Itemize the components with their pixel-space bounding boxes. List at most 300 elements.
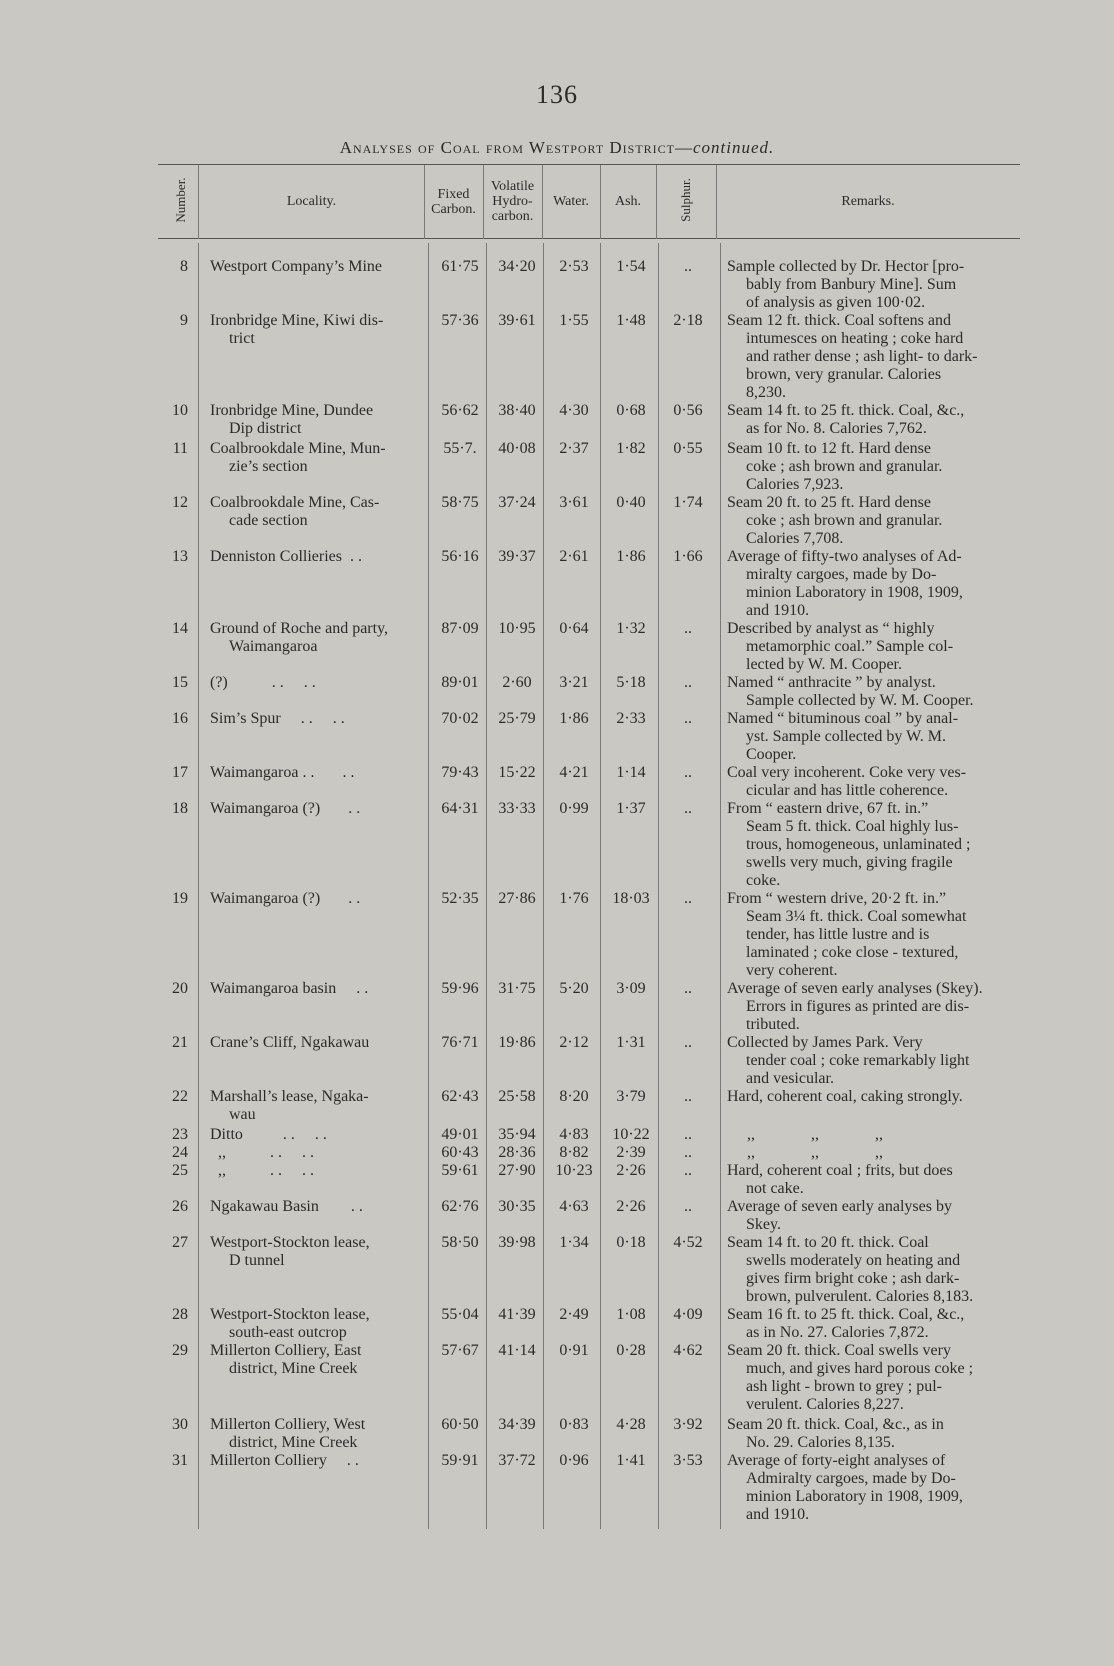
- row-locality: [210, 312, 422, 348]
- row-remarks: [727, 258, 1027, 312]
- column-divider: [486, 243, 487, 1529]
- remarks-line: tender, has little lustre and is: [746, 926, 930, 943]
- row-ash: 0·18: [616, 1234, 646, 1251]
- remarks-line: trous, homogeneous, unlaminated ;: [746, 836, 971, 853]
- remarks-line: swells moderately on heating and: [746, 1252, 961, 1269]
- row-ash: 0·68: [616, 402, 646, 419]
- row-locality: [210, 1234, 422, 1270]
- remarks-line: lected by W. M. Cooper.: [746, 656, 902, 673]
- row-sulphur: 4·52: [673, 1234, 703, 1251]
- remarks-line: laminated ; coke close - textured,: [746, 944, 959, 961]
- row-fixed-carbon: 52·35: [441, 890, 479, 907]
- header-water: Water.: [553, 194, 589, 209]
- row-remarks: [727, 1126, 1027, 1144]
- locality-line: Millerton Colliery . .: [210, 1452, 359, 1469]
- table-title-main: Analyses of Coal from Westport District—: [339, 138, 694, 157]
- row-water: 8·82: [559, 1144, 589, 1161]
- row-remarks: [727, 890, 1027, 980]
- row-locality: [210, 710, 422, 728]
- row-locality: [210, 402, 422, 438]
- remarks-line: intumesces on heating ; coke hard: [746, 330, 964, 347]
- column-divider: [543, 243, 544, 1529]
- row-water: 4·21: [559, 764, 589, 781]
- row-volatile-hydrocarbon: 35·94: [498, 1126, 536, 1143]
- row-locality: [210, 1162, 422, 1180]
- row-water: 0·96: [559, 1452, 589, 1469]
- row-water: 2·12: [559, 1034, 589, 1051]
- row-ash: 1·86: [616, 548, 646, 565]
- remarks-line: swells very much, giving fragile: [746, 854, 953, 871]
- remarks-line: Average of fifty-two analyses of Ad-: [727, 548, 962, 565]
- row-number: 14: [172, 620, 188, 637]
- remarks-line: tributed.: [746, 1016, 800, 1033]
- page-number: 136: [536, 80, 578, 109]
- row-remarks: [727, 1034, 1027, 1088]
- row-sulphur: 3·92: [673, 1416, 703, 1433]
- column-divider: [658, 243, 659, 1529]
- row-sulphur: ..: [684, 1088, 692, 1105]
- row-fixed-carbon: 58·75: [441, 494, 479, 511]
- row-number: 12: [172, 494, 188, 511]
- row-number: 29: [172, 1342, 188, 1359]
- row-volatile-hydrocarbon: 27·86: [498, 890, 536, 907]
- remarks-line: not cake.: [746, 1180, 804, 1197]
- row-ash: 18·03: [612, 890, 650, 907]
- row-sulphur: ..: [684, 710, 692, 727]
- row-fixed-carbon: 70·02: [441, 710, 479, 727]
- row-water: 8·20: [559, 1088, 589, 1105]
- locality-line: Waimangaroa . . . .: [210, 764, 355, 781]
- header-volatile-line: Volatile: [490, 179, 535, 194]
- row-sulphur: ..: [684, 1144, 692, 1161]
- table-title-continued: continued.: [693, 138, 775, 157]
- row-volatile-hydrocarbon: 30·35: [498, 1198, 536, 1215]
- row-volatile-hydrocarbon: 40·08: [498, 440, 536, 457]
- remarks-line: Seam 5 ft. thick. Coal highly lus-: [746, 818, 959, 835]
- row-sulphur: 0·56: [673, 402, 703, 419]
- row-ash: 4·28: [616, 1416, 646, 1433]
- header-fixed-carbon: [424, 165, 483, 238]
- remarks-line: Seam 20 ft. thick. Coal swells very: [727, 1342, 951, 1359]
- row-fixed-carbon: 55·04: [441, 1306, 479, 1323]
- row-fixed-carbon: 58·50: [441, 1234, 479, 1251]
- locality-line: Ngakawau Basin . .: [210, 1198, 363, 1215]
- row-ash: 1·41: [616, 1452, 646, 1469]
- row-sulphur: ..: [684, 620, 692, 637]
- remarks-line: coke.: [746, 872, 781, 889]
- locality-line: Waimangaroa: [229, 638, 318, 655]
- remarks-line: Admiralty cargoes, made by Do-: [746, 1470, 956, 1487]
- locality-line: Ditto . . . .: [210, 1126, 327, 1143]
- column-divider: [428, 243, 429, 1529]
- row-locality: [210, 1198, 422, 1216]
- remarks-line: miralty cargoes, made by Do-: [746, 566, 937, 583]
- row-locality: [210, 1144, 422, 1162]
- row-remarks: [727, 800, 1027, 890]
- row-volatile-hydrocarbon: 34·39: [498, 1416, 536, 1433]
- row-ash: 1·31: [616, 1034, 646, 1051]
- remarks-line: ,, ,, ,,: [727, 1126, 883, 1143]
- row-remarks: [727, 440, 1027, 494]
- row-number: 26: [172, 1198, 188, 1215]
- row-ash: 2·39: [616, 1144, 646, 1161]
- row-volatile-hydrocarbon: 25·79: [498, 710, 536, 727]
- row-sulphur: 3·53: [673, 1452, 703, 1469]
- row-sulphur: 4·09: [673, 1306, 703, 1323]
- remarks-line: Cooper.: [746, 746, 797, 763]
- locality-line: Ironbridge Mine, Dundee: [210, 402, 374, 419]
- row-fixed-carbon: 62·76: [441, 1198, 479, 1215]
- row-water: 0·83: [559, 1416, 589, 1433]
- row-number: 11: [172, 440, 188, 457]
- locality-line: district, Mine Creek: [229, 1360, 358, 1377]
- row-remarks: [727, 764, 1027, 800]
- row-remarks: [727, 1342, 1027, 1414]
- remarks-line: cicular and has little coherence.: [746, 782, 949, 799]
- row-locality: [210, 1452, 422, 1470]
- row-water: 0·64: [559, 620, 589, 637]
- row-water: 2·49: [559, 1306, 589, 1323]
- locality-line: Coalbrookdale Mine, Mun-: [210, 440, 386, 457]
- row-remarks: [727, 1088, 1027, 1106]
- row-water: 5·20: [559, 980, 589, 997]
- row-sulphur: 4·62: [673, 1342, 703, 1359]
- row-locality: [210, 674, 422, 692]
- row-fixed-carbon: 56·16: [441, 548, 479, 565]
- row-sulphur: ..: [684, 980, 692, 997]
- row-fixed-carbon: 61·75: [441, 258, 479, 275]
- row-ash: 3·79: [616, 1088, 646, 1105]
- row-sulphur: ..: [684, 890, 692, 907]
- row-number: 17: [172, 764, 188, 781]
- row-volatile-hydrocarbon: 10·95: [498, 620, 536, 637]
- locality-line: ,, . . . .: [210, 1144, 314, 1161]
- row-number: 23: [172, 1126, 188, 1143]
- row-ash: 1·54: [616, 258, 646, 275]
- locality-line: Ironbridge Mine, Kiwi dis-: [210, 312, 384, 329]
- row-volatile-hydrocarbon: 34·20: [498, 258, 536, 275]
- row-number: 15: [172, 674, 188, 691]
- row-fixed-carbon: 57·36: [441, 312, 479, 329]
- row-remarks: [727, 402, 1027, 438]
- locality-line: Crane’s Cliff, Ngakawau: [210, 1034, 370, 1051]
- row-remarks: [727, 494, 1027, 548]
- remarks-line: Named “ bituminous coal ” by anal-: [727, 710, 959, 727]
- row-fixed-carbon: 62·43: [441, 1088, 479, 1105]
- remarks-line: gives firm bright coke ; ash dark-: [746, 1270, 960, 1287]
- row-remarks: [727, 1234, 1027, 1306]
- row-ash: 0·28: [616, 1342, 646, 1359]
- row-number: 21: [172, 1034, 188, 1051]
- locality-line: cade section: [229, 512, 308, 529]
- row-fixed-carbon: 49·01: [441, 1126, 479, 1143]
- row-water: 0·91: [559, 1342, 589, 1359]
- header-sulphur: Sulphur.: [678, 178, 693, 222]
- locality-line: Westport-Stockton lease,: [210, 1306, 370, 1323]
- row-number: 18: [172, 800, 188, 817]
- remarks-line: Skey.: [746, 1216, 781, 1233]
- row-remarks: [727, 1306, 1027, 1342]
- column-divider: [600, 243, 601, 1529]
- row-number: 8: [180, 258, 188, 275]
- row-locality: [210, 440, 422, 476]
- remarks-line: and vesicular.: [746, 1070, 834, 1087]
- row-locality: [210, 764, 422, 782]
- remarks-line: Average of forty-eight analyses of: [727, 1452, 946, 1469]
- header-volatile-line: carbon.: [491, 209, 534, 224]
- header-volatile-hydrocarbon: [483, 165, 542, 238]
- remarks-line: minion Laboratory in 1908, 1909,: [746, 584, 963, 601]
- locality-line: Sim’s Spur . . . .: [210, 710, 345, 727]
- row-ash: 1·48: [616, 312, 646, 329]
- row-ash: 3·09: [616, 980, 646, 997]
- remarks-line: ,, ,, ,,: [727, 1144, 883, 1161]
- remarks-line: Sample collected by W. M. Cooper.: [746, 692, 974, 709]
- remarks-line: and 1910.: [746, 1506, 810, 1523]
- row-sulphur: ..: [684, 1198, 692, 1215]
- remarks-line: Hard, coherent coal, caking strongly.: [727, 1088, 963, 1105]
- locality-line: Waimangaroa (?) . .: [210, 890, 361, 907]
- row-ash: 2·26: [616, 1198, 646, 1215]
- locality-line: Waimangaroa basin . .: [210, 980, 369, 997]
- remarks-line: Average of seven early analyses (Skey).: [727, 980, 983, 997]
- remarks-line: Seam 20 ft. to 25 ft. Hard dense: [727, 494, 931, 511]
- row-volatile-hydrocarbon: 38·40: [498, 402, 536, 419]
- row-locality: [210, 1088, 422, 1124]
- row-sulphur: 1·74: [673, 494, 703, 511]
- remarks-line: tender coal ; coke remarkably light: [746, 1052, 970, 1069]
- row-remarks: [727, 1452, 1027, 1524]
- row-number: 30: [172, 1416, 188, 1433]
- remarks-line: Seam 14 ft. to 20 ft. thick. Coal: [727, 1234, 929, 1251]
- row-volatile-hydrocarbon: 33·33: [498, 800, 536, 817]
- row-number: 31: [172, 1452, 188, 1469]
- remarks-line: as in No. 27. Calories 7,872.: [746, 1324, 929, 1341]
- row-locality: [210, 1126, 422, 1144]
- remarks-line: ash light - brown to grey ; pul-: [746, 1378, 942, 1395]
- row-locality: [210, 980, 422, 998]
- locality-line: Westport Company’s Mine: [210, 258, 383, 275]
- row-locality: [210, 1034, 422, 1052]
- header-fixed-carbon-line: Carbon.: [431, 201, 476, 217]
- row-sulphur: ..: [684, 1034, 692, 1051]
- row-fixed-carbon: 55·7.: [443, 440, 477, 457]
- remarks-line: 8,230.: [746, 384, 786, 401]
- row-fixed-carbon: 59·61: [441, 1162, 479, 1179]
- remarks-line: Coal very incoherent. Coke very ves-: [727, 764, 967, 781]
- row-volatile-hydrocarbon: 2·60: [502, 674, 532, 691]
- remarks-line: very coherent.: [746, 962, 838, 979]
- row-locality: [210, 800, 422, 818]
- row-number: 22: [172, 1088, 188, 1105]
- remarks-line: Seam 10 ft. to 12 ft. Hard dense: [727, 440, 931, 457]
- remarks-line: minion Laboratory in 1908, 1909,: [746, 1488, 963, 1505]
- row-fixed-carbon: 57·67: [441, 1342, 479, 1359]
- header-bottom-rule: [158, 238, 1020, 239]
- row-volatile-hydrocarbon: 39·37: [498, 548, 536, 565]
- row-number: 9: [180, 312, 188, 329]
- header-remarks: Remarks.: [841, 194, 895, 209]
- row-fixed-carbon: 76·71: [441, 1034, 479, 1051]
- remarks-line: Seam 20 ft. thick. Coal, &c., as in: [727, 1416, 944, 1433]
- remarks-line: and 1910.: [746, 602, 810, 619]
- table-title: [0, 138, 1114, 158]
- row-sulphur: ..: [684, 1162, 692, 1179]
- row-volatile-hydrocarbon: 39·98: [498, 1234, 536, 1251]
- remarks-line: From “ eastern drive, 67 ft. in.”: [727, 800, 929, 817]
- row-remarks: [727, 1162, 1027, 1198]
- header-fixed-carbon-line: Fixed: [437, 186, 470, 202]
- remarks-line: bably from Banbury Mine]. Sum: [746, 276, 957, 293]
- remarks-line: as for No. 8. Calories 7,762.: [746, 420, 927, 437]
- row-ash: 5·18: [616, 674, 646, 691]
- row-fixed-carbon: 87·09: [441, 620, 479, 637]
- row-water: 0·99: [559, 800, 589, 817]
- row-number: 13: [172, 548, 188, 565]
- locality-line: ,, . . . .: [210, 1162, 314, 1179]
- column-divider: [198, 243, 199, 1529]
- row-water: 4·63: [559, 1198, 589, 1215]
- row-number: 27: [172, 1234, 188, 1251]
- remarks-line: No. 29. Calories 8,135.: [746, 1434, 895, 1451]
- remarks-line: Calories 7,708.: [746, 530, 844, 547]
- row-water: 1·55: [559, 312, 589, 329]
- row-locality: [210, 548, 422, 566]
- row-number: 24: [172, 1144, 188, 1161]
- row-water: 1·34: [559, 1234, 589, 1251]
- remarks-line: brown, pulverulent. Calories 8,183.: [746, 1288, 974, 1305]
- row-sulphur: 0·55: [673, 440, 703, 457]
- remarks-line: metamorphic coal.” Sample col-: [746, 638, 954, 655]
- row-remarks: [727, 1416, 1027, 1452]
- row-volatile-hydrocarbon: 19·86: [498, 1034, 536, 1051]
- header-locality: Locality.: [286, 194, 337, 209]
- row-number: 28: [172, 1306, 188, 1323]
- row-locality: [210, 1342, 422, 1378]
- row-volatile-hydrocarbon: 25·58: [498, 1088, 536, 1105]
- row-number: 25: [172, 1162, 188, 1179]
- remarks-line: Seam 3¼ ft. thick. Coal somewhat: [746, 908, 967, 925]
- locality-line: Ground of Roche and party,: [210, 620, 389, 637]
- row-remarks: [727, 1198, 1027, 1234]
- row-remarks: [727, 1144, 1027, 1162]
- row-water: 3·61: [559, 494, 589, 511]
- row-locality: [210, 494, 422, 530]
- row-sulphur: ..: [684, 800, 692, 817]
- row-volatile-hydrocarbon: 27·90: [498, 1162, 536, 1179]
- row-fixed-carbon: 89·01: [441, 674, 479, 691]
- remarks-line: and rather dense ; ash light- to dark-: [746, 348, 978, 365]
- header-ash: Ash.: [614, 194, 642, 209]
- remarks-line: Described by analyst as “ highly: [727, 620, 935, 637]
- remarks-line: From “ western drive, 20·2 ft. in.”: [727, 890, 947, 907]
- locality-line: (?) . . . .: [210, 674, 316, 691]
- row-ash: 0·40: [616, 494, 646, 511]
- row-ash: 2·26: [616, 1162, 646, 1179]
- row-volatile-hydrocarbon: 15·22: [498, 764, 536, 781]
- row-remarks: [727, 620, 1027, 674]
- remarks-line: coke ; ash brown and granular.: [746, 512, 943, 529]
- row-fixed-carbon: 64·31: [441, 800, 479, 817]
- row-sulphur: ..: [684, 258, 692, 275]
- row-water: 2·61: [559, 548, 589, 565]
- locality-line: wau: [229, 1106, 256, 1123]
- row-water: 2·53: [559, 258, 589, 275]
- locality-line: south-east outcrop: [229, 1324, 347, 1341]
- locality-line: trict: [229, 330, 255, 347]
- remarks-line: Collected by James Park. Very: [727, 1034, 923, 1051]
- locality-line: Millerton Colliery, East: [210, 1342, 362, 1359]
- row-locality: [210, 620, 422, 656]
- locality-line: Millerton Colliery, West: [210, 1416, 366, 1433]
- row-remarks: [727, 548, 1027, 620]
- row-water: 1·76: [559, 890, 589, 907]
- row-water: 4·30: [559, 402, 589, 419]
- locality-line: Coalbrookdale Mine, Cas-: [210, 494, 380, 511]
- row-number: 19: [172, 890, 188, 907]
- row-sulphur: ..: [684, 1126, 692, 1143]
- row-water: 4·83: [559, 1126, 589, 1143]
- locality-line: Marshall’s lease, Ngaka-: [210, 1088, 369, 1105]
- locality-line: district, Mine Creek: [229, 1434, 358, 1451]
- remarks-line: of analysis as given 100·02.: [746, 294, 926, 311]
- row-fixed-carbon: 60·50: [441, 1416, 479, 1433]
- remarks-line: Calories 7,923.: [746, 476, 844, 493]
- row-volatile-hydrocarbon: 41·39: [498, 1306, 536, 1323]
- row-ash: 10·22: [612, 1126, 650, 1143]
- row-water: 10·23: [555, 1162, 593, 1179]
- row-volatile-hydrocarbon: 37·72: [498, 1452, 536, 1469]
- row-ash: 2·33: [616, 710, 646, 727]
- row-ash: 1·32: [616, 620, 646, 637]
- row-remarks: [727, 980, 1027, 1034]
- row-volatile-hydrocarbon: 28·36: [498, 1144, 536, 1161]
- row-volatile-hydrocarbon: 31·75: [498, 980, 536, 997]
- remarks-line: Seam 14 ft. to 25 ft. thick. Coal, &c.,: [727, 402, 965, 419]
- remarks-line: brown, very granular. Calories: [746, 366, 942, 383]
- locality-line: Waimangaroa (?) . .: [210, 800, 361, 817]
- row-ash: 1·82: [616, 440, 646, 457]
- remarks-line: yst. Sample collected by W. M.: [746, 728, 946, 745]
- remarks-line: Named “ anthracite ” by analyst.: [727, 674, 936, 691]
- row-locality: [210, 1416, 422, 1452]
- remarks-line: much, and gives hard porous coke ;: [746, 1360, 974, 1377]
- row-fixed-carbon: 60·43: [441, 1144, 479, 1161]
- row-water: 2·37: [559, 440, 589, 457]
- locality-line: Westport-Stockton lease,: [210, 1234, 370, 1251]
- row-volatile-hydrocarbon: 39·61: [498, 312, 536, 329]
- row-volatile-hydrocarbon: 41·14: [498, 1342, 536, 1359]
- row-number: 16: [172, 710, 188, 727]
- row-water: 3·21: [559, 674, 589, 691]
- row-locality: [210, 890, 422, 908]
- remarks-line: Errors in figures as printed are dis-: [746, 998, 970, 1015]
- locality-line: D tunnel: [229, 1252, 285, 1269]
- header-volatile-line: Hydro-: [492, 194, 533, 209]
- row-fixed-carbon: 59·91: [441, 1452, 479, 1469]
- row-sulphur: ..: [684, 764, 692, 781]
- row-fixed-carbon: 56·62: [441, 402, 479, 419]
- row-sulphur: 1·66: [673, 548, 703, 565]
- column-divider: [720, 243, 721, 1529]
- row-remarks: [727, 674, 1027, 710]
- row-volatile-hydrocarbon: 37·24: [498, 494, 536, 511]
- row-sulphur: ..: [684, 674, 692, 691]
- row-sulphur: 2·18: [673, 312, 703, 329]
- row-number: 20: [172, 980, 188, 997]
- row-fixed-carbon: 59·96: [441, 980, 479, 997]
- remarks-line: verulent. Calories 8,227.: [746, 1396, 904, 1413]
